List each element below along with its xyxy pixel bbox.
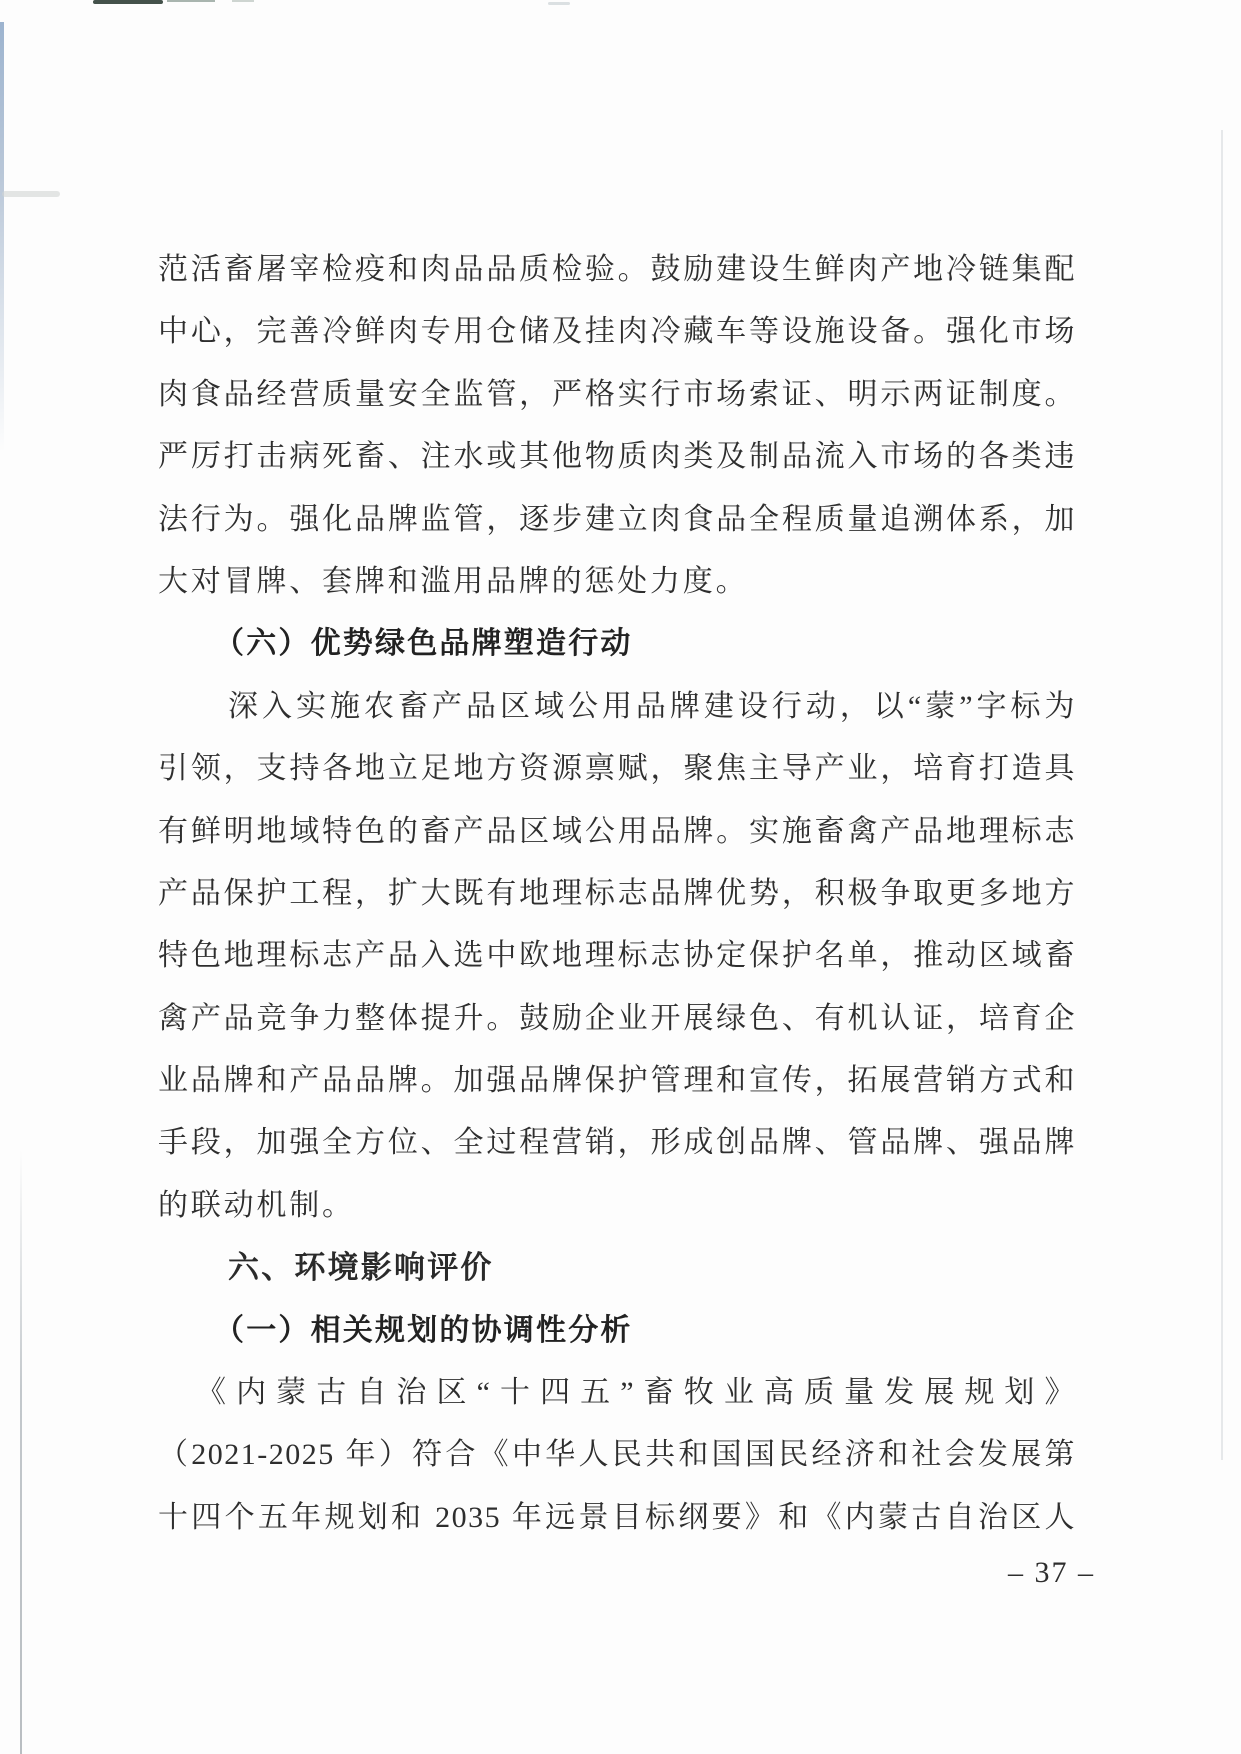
subsection-heading: （六）优势绿色品牌塑造行动 — [214, 627, 633, 661]
text-line: 《内蒙古自治区“十四五”畜牧业高质量发展规划》 — [196, 1376, 1076, 1410]
text-line: 手段，加强全方位、全过程营销，形成创品牌、管品牌、强品牌 — [158, 1126, 1076, 1160]
scan-artifact-right-line — [1221, 130, 1223, 1460]
text-line: 有鲜明地域特色的畜产品区域公用品牌。实施畜禽产品地理标志 — [158, 814, 1076, 848]
scan-artifact-left-smudge — [2, 191, 60, 197]
subsection-heading: （一）相关规划的协调性分析 — [214, 1313, 633, 1347]
scan-artifact-top-smudge — [548, 2, 570, 5]
text-line: 法行为。强化品牌监管，逐步建立肉食品全程质量追溯体系，加 — [158, 502, 1076, 536]
text-line: 严厉打击病死畜、注水或其他物质肉类及制品流入市场的各类违 — [158, 440, 1076, 474]
text-line: 引领，支持各地立足地方资源禀赋，聚焦主导产业，培育打造具 — [158, 752, 1076, 786]
text-line: 大对冒牌、套牌和滥用品牌的惩处力度。 — [158, 564, 749, 598]
scan-artifact-top-dark — [93, 0, 163, 4]
text-line: 特色地理标志产品入选中欧地理标志协定保护名单，推动区域畜 — [158, 939, 1076, 973]
body-text — [158, 239, 1076, 1549]
text-line: （2021-2025 年）符合《中华人民共和国国民经济和社会发展第 — [158, 1438, 1076, 1472]
text-line: 十四个五年规划和 2035 年远景目标纲要》和《内蒙古自治区人 — [158, 1500, 1076, 1534]
text-line: 产品保护工程，扩大既有地理标志品牌优势，积极争取更多地方 — [158, 876, 1076, 910]
scan-artifact-top-mid — [167, 0, 215, 2]
page-number: – 37 – — [1008, 1556, 1095, 1589]
text-line: 的联动机制。 — [158, 1188, 355, 1222]
text-line: 深入实施农畜产品区域公用品牌建设行动，以“蒙”字标为 — [228, 689, 1076, 723]
scan-artifact-top-faint — [232, 0, 254, 2]
scan-artifact-left-line — [20, 1150, 22, 1754]
text-line: 范活畜屠宰检疫和肉品品质检验。鼓励建设生鲜肉产地冷链集配 — [158, 253, 1076, 286]
text-line: 禽产品竞争力整体提升。鼓励企业开展绿色、有机认证，培育企 — [158, 1001, 1076, 1035]
text-line: 肉食品经营质量安全监管，严格实行市场索证、明示两证制度。 — [158, 377, 1076, 411]
scan-artifact-left-edge — [0, 22, 4, 452]
section-heading: 六、环境影响评价 — [228, 1250, 494, 1286]
text-line: 业品牌和产品品牌。加强品牌保护管理和宣传，拓展营销方式和 — [158, 1064, 1076, 1098]
text-line: 中心，完善冷鲜肉专用仓储及挂肉冷藏车等设施设备。强化市场 — [158, 315, 1076, 349]
